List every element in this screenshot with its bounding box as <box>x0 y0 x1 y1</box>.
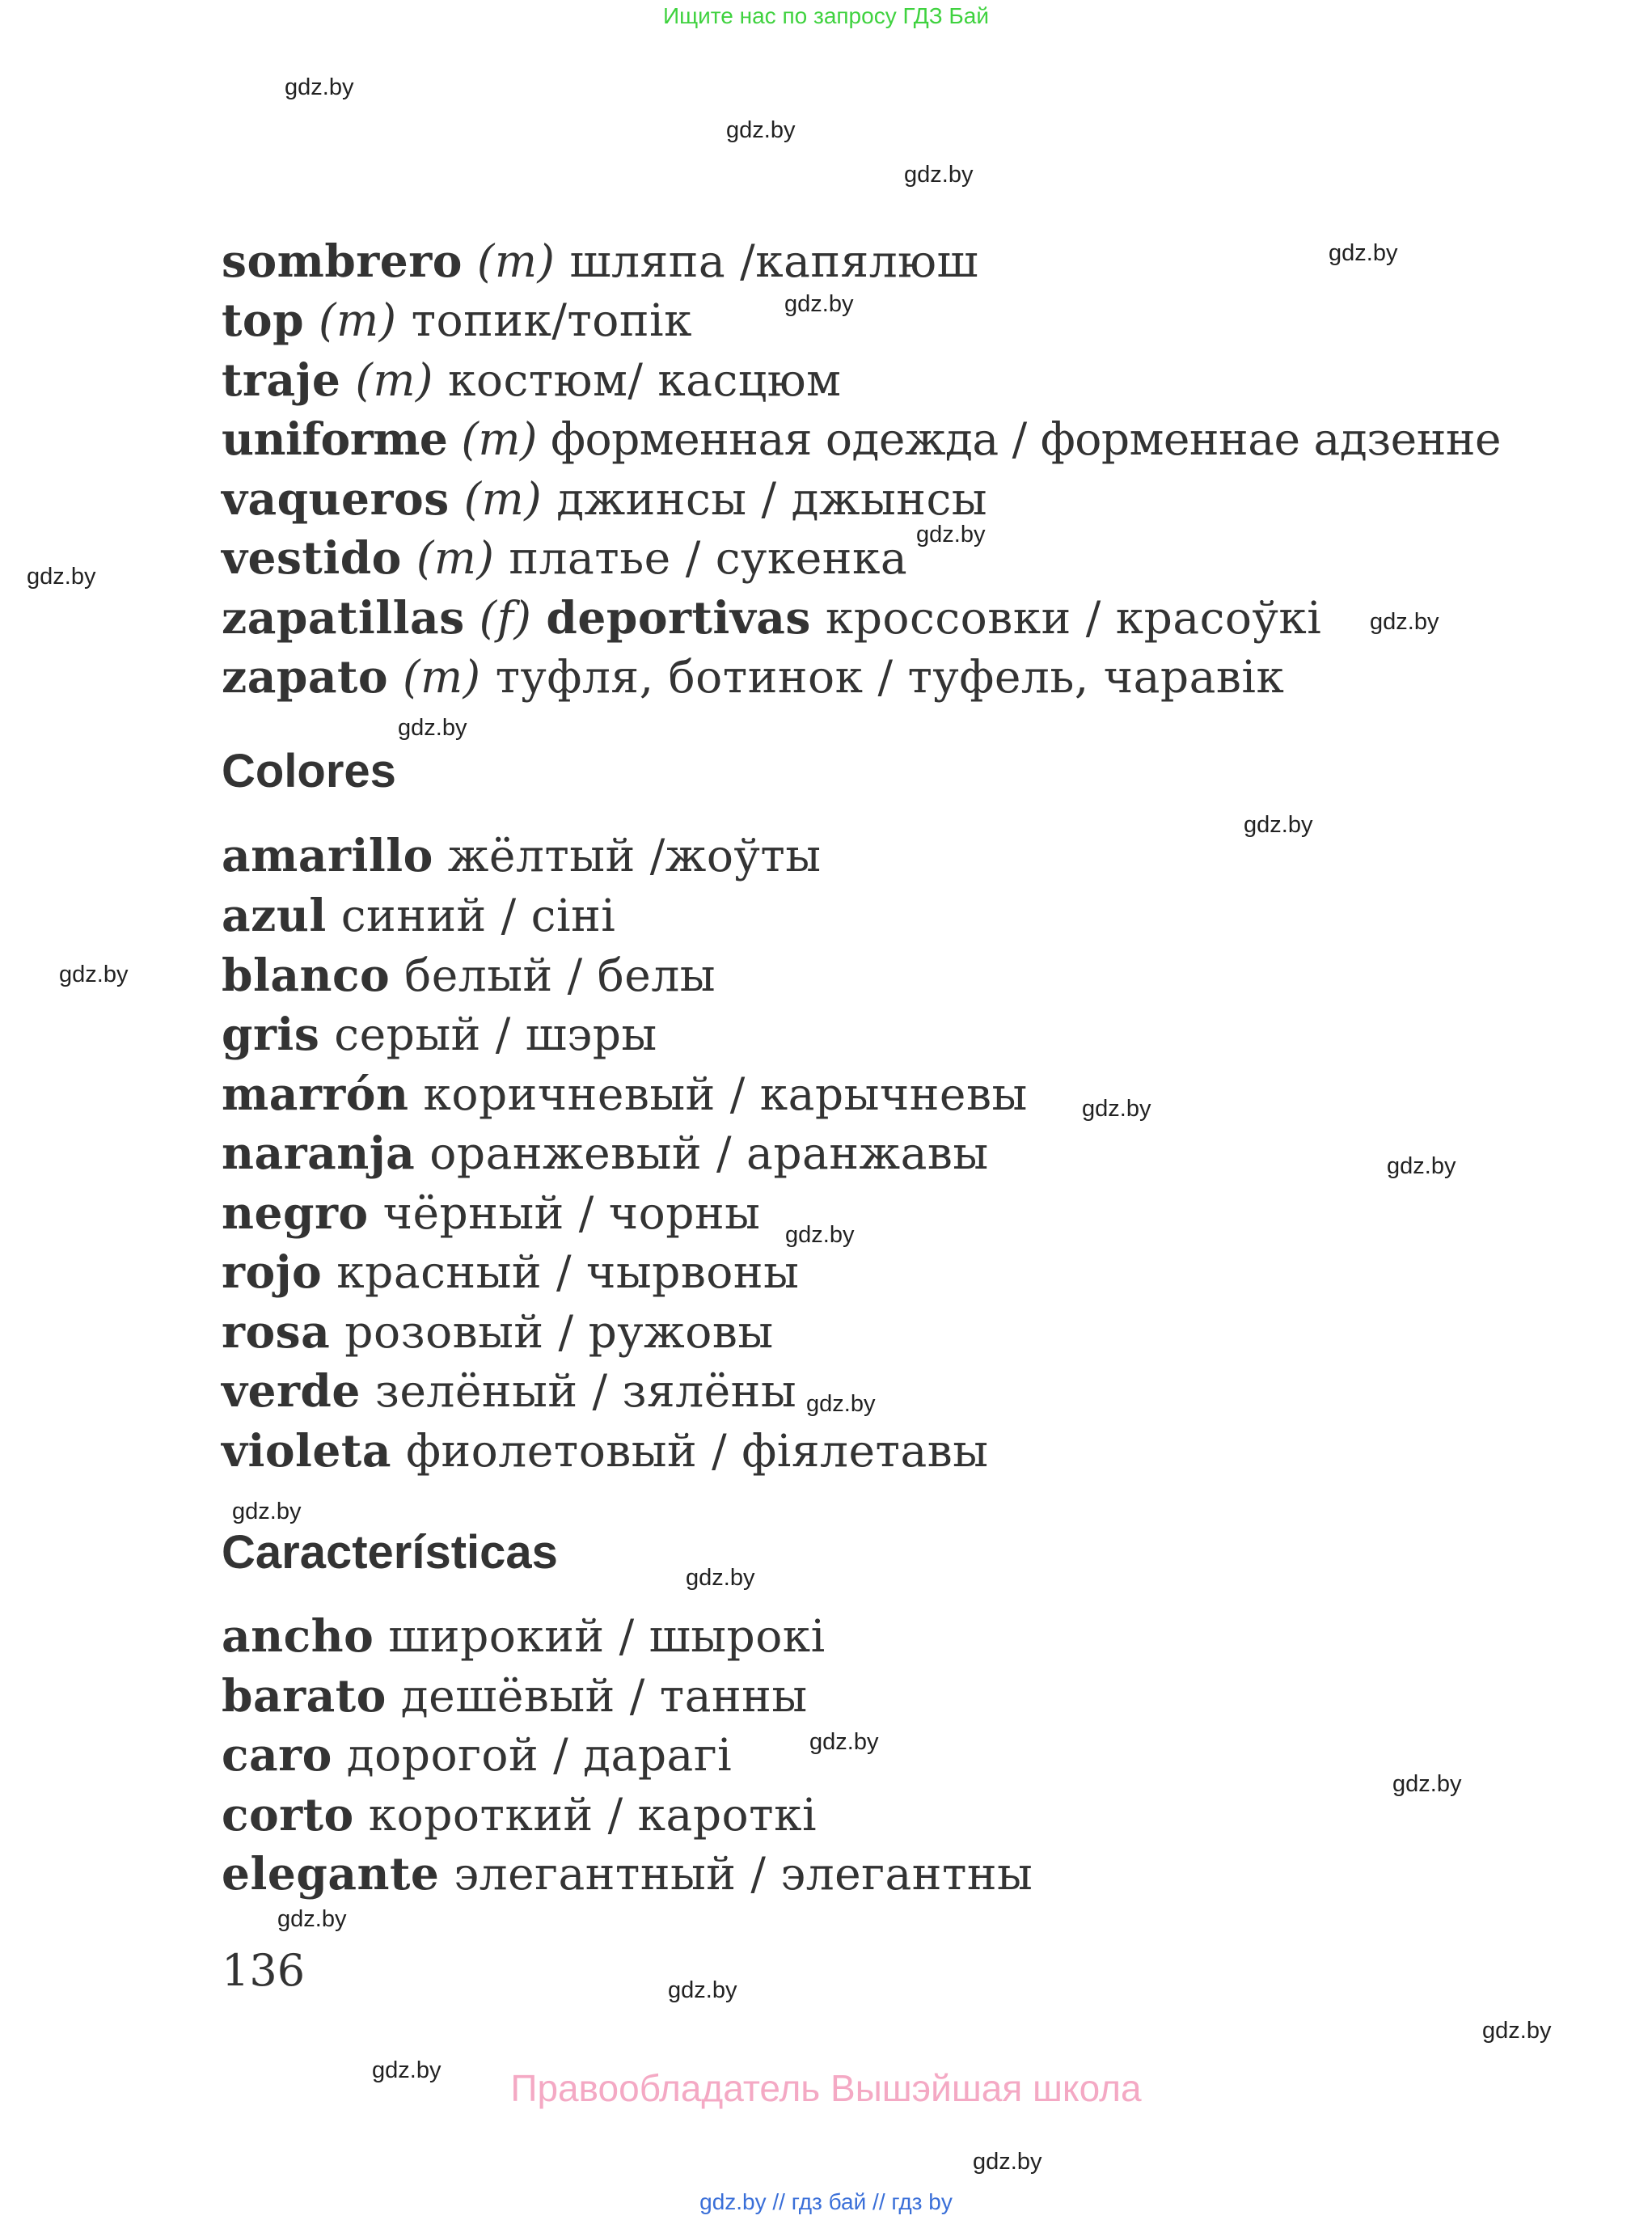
translation: форменная одежда / форменнае адзенне <box>550 413 1502 465</box>
gender-marker: (f) <box>479 592 532 644</box>
watermark: gdz.by <box>916 522 986 548</box>
gender-marker: (m) <box>461 413 537 465</box>
spanish-word: violeta <box>222 1424 391 1477</box>
vocab-entry <box>222 1186 761 1239</box>
watermark: gdz.by <box>726 117 796 143</box>
spanish-word: zapato <box>222 650 389 703</box>
section-heading-caracteristicas: Características <box>222 1526 558 1579</box>
translation: костюм/ касцюм <box>447 354 842 406</box>
watermark: gdz.by <box>1329 240 1398 266</box>
translation: широкий / шырокі <box>388 1610 826 1662</box>
section-heading-colores: Colores <box>222 745 396 797</box>
translation: зелёный / зялёны <box>374 1365 797 1417</box>
translation: серый / шэры <box>334 1008 657 1060</box>
spanish-word: elegante <box>222 1847 440 1900</box>
translation: джинсы / джынсы <box>556 473 988 525</box>
spanish-word: naranja <box>222 1127 416 1179</box>
watermark: gdz.by <box>1244 812 1313 838</box>
vocab-entry <box>222 829 822 882</box>
translation: белый / белы <box>404 949 716 1001</box>
translation: фиолетовый / фіялетавы <box>405 1425 989 1477</box>
top-banner[interactable]: Ищите нас по запросу ГДЗ Бай <box>662 3 990 28</box>
translation: розовый / ружовы <box>344 1306 774 1358</box>
watermark: gdz.by <box>27 564 96 590</box>
vocab-entry <box>222 353 842 406</box>
translation: топик/топік <box>411 294 693 346</box>
vocab-entry <box>222 412 1502 465</box>
vocab-entry <box>222 1424 989 1477</box>
gender-marker: (m) <box>355 354 433 406</box>
gender-marker: (m) <box>403 651 481 703</box>
spanish-word: negro <box>222 1186 369 1239</box>
vocab-entry <box>222 1728 733 1781</box>
gender-marker: (m) <box>463 473 543 525</box>
vocab-entry <box>222 591 1322 644</box>
watermark: gdz.by <box>785 1222 855 1248</box>
translation: коричневый / карычневы <box>423 1068 1028 1120</box>
spanish-word: sombrero <box>222 235 463 287</box>
vocab-entry <box>222 1008 657 1060</box>
translation: дорогой / дарагі <box>346 1729 733 1781</box>
vocab-entry <box>222 1305 774 1358</box>
spanish-word: traje <box>222 353 341 406</box>
watermark: gdz.by <box>1482 2018 1552 2044</box>
translation: кроссовки / красоўкі <box>825 592 1322 644</box>
vocab-entry <box>222 294 693 346</box>
translation: дешёвый / танны <box>400 1670 808 1722</box>
vocab-entry <box>222 1609 826 1662</box>
watermark: gdz.by <box>372 2057 442 2083</box>
watermark: gdz.by <box>784 291 854 317</box>
spanish-word: caro <box>222 1728 332 1781</box>
vocab-entry <box>222 1245 800 1298</box>
vocab-entry <box>222 1127 989 1179</box>
watermark: gdz.by <box>285 74 354 100</box>
spanish-word: amarillo <box>222 829 433 882</box>
translation: платье / сукенка <box>509 532 908 584</box>
watermark: gdz.by <box>59 962 129 987</box>
spanish-word: top <box>222 294 305 346</box>
spanish-word: marrón <box>222 1068 409 1120</box>
vocab-entry <box>222 889 616 941</box>
vocab-entry <box>222 472 988 525</box>
watermark: gdz.by <box>277 1906 347 1932</box>
watermark: gdz.by <box>1387 1153 1456 1179</box>
translation: жёлтый /жоўты <box>447 830 822 882</box>
gender-marker: (m) <box>319 294 397 346</box>
spanish-word: verde <box>222 1364 361 1417</box>
watermark: gdz.by <box>668 1977 737 2003</box>
watermark: gdz.by <box>232 1499 302 1524</box>
gender-marker: (m) <box>476 235 556 287</box>
watermark: gdz.by <box>806 1391 876 1417</box>
gender-marker: (m) <box>416 532 495 584</box>
spanish-word: azul <box>222 889 327 941</box>
spanish-word: vaqueros <box>222 472 450 525</box>
spanish-word: corto <box>222 1788 354 1841</box>
footer-links[interactable]: gdz.by // гдз бай // гдз by <box>699 2189 953 2214</box>
translation: элегантный / элегантны <box>454 1848 1033 1900</box>
vocab-entry <box>222 949 716 1001</box>
vocab-entry <box>222 1788 818 1841</box>
spanish-word: gris <box>222 1008 320 1060</box>
vocab-entry <box>222 235 979 287</box>
watermark: gdz.by <box>1392 1771 1462 1797</box>
vocab-entry <box>222 1364 797 1417</box>
rights-holder-note: Правообладатель Вышэйшая школа <box>510 2067 1142 2109</box>
spanish-word: uniforme <box>222 412 448 465</box>
spanish-word: barato <box>222 1669 387 1722</box>
translation: синий / сіні <box>340 890 616 941</box>
page-number: 136 <box>222 1945 306 1996</box>
spanish-word-2: deportivas <box>546 591 811 644</box>
watermark: gdz.by <box>686 1565 755 1591</box>
vocab-entry <box>222 650 1285 703</box>
spanish-word: vestido <box>222 531 402 584</box>
translation: короткий / кароткі <box>368 1789 818 1841</box>
translation: оранжевый / аранжавы <box>429 1127 989 1179</box>
watermark: gdz.by <box>398 715 467 741</box>
translation: шляпа /капялюш <box>569 235 979 287</box>
watermark: gdz.by <box>1370 609 1439 635</box>
spanish-word: blanco <box>222 949 391 1001</box>
vocab-entry <box>222 531 908 584</box>
translation: туфля, ботинок / туфель, чаравік <box>495 651 1285 703</box>
vocab-entry <box>222 1669 808 1722</box>
vocab-entry <box>222 1068 1028 1120</box>
translation: чёрный / чорны <box>382 1187 761 1239</box>
translation: красный / чырвоны <box>336 1246 800 1298</box>
watermark: gdz.by <box>809 1729 879 1755</box>
spanish-word: zapatillas <box>222 591 465 644</box>
watermark: gdz.by <box>1082 1096 1151 1122</box>
spanish-word: rojo <box>222 1245 323 1298</box>
watermark: gdz.by <box>904 162 974 188</box>
spanish-word: rosa <box>222 1305 331 1358</box>
watermark: gdz.by <box>973 2149 1042 2175</box>
vocab-entry <box>222 1847 1033 1900</box>
spanish-word: ancho <box>222 1609 374 1662</box>
